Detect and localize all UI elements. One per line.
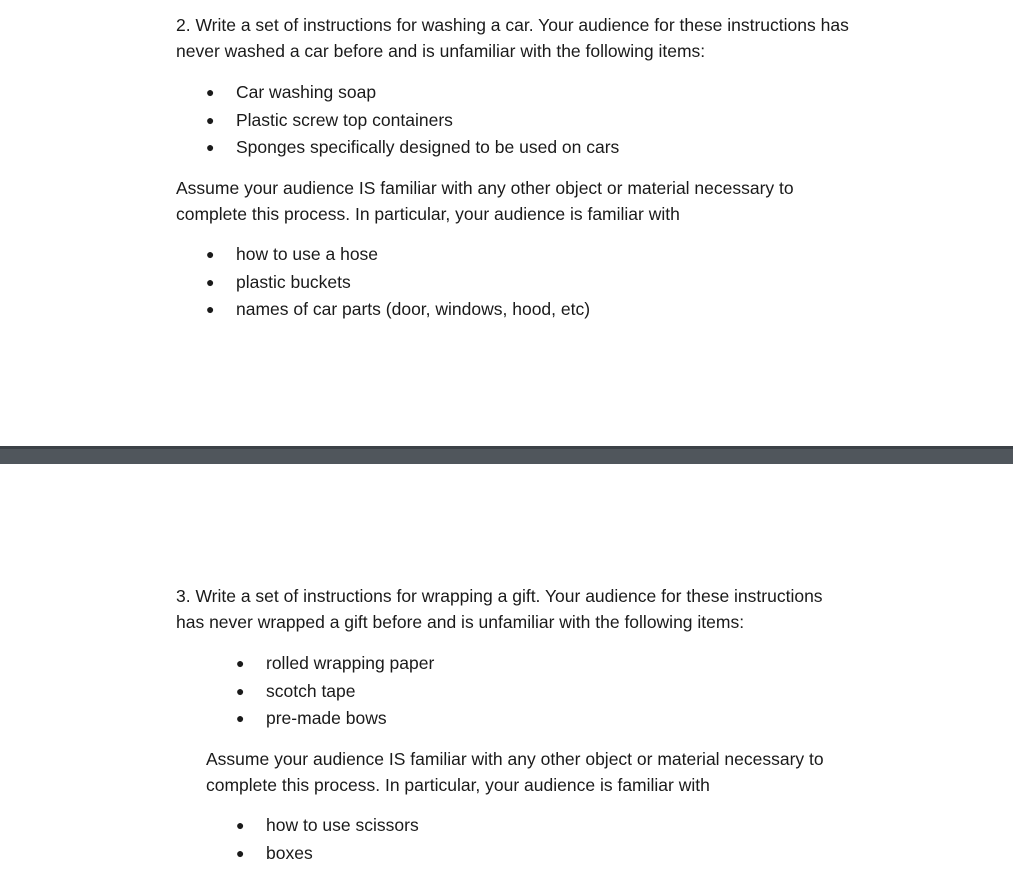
bullet-icon (206, 79, 214, 107)
bullet-icon (206, 241, 214, 269)
question-2-prompt-line-1: 2. Write a set of instructions for washing a car. Your audience for these instructions has (176, 15, 849, 35)
question-3-prompt (176, 583, 823, 635)
document-page-2: 3. Write a set of instructions for wrapping a gift. Your audience for these instructions has never wrapped a gift before and is unfamiliar with the following items: ● rolled wrapping paper ● scotch tape ● pre-made bows Assume your audience IS familiar with any other object or material necessary to complete this process. In particular, your audience is familiar with ● how to use scissors ● boxes (0, 464, 1013, 873)
bullet-icon (236, 678, 244, 706)
bullet-icon (206, 269, 214, 297)
question-3-assumption-line-2: complete this process. In particular, your audience is familiar with (206, 775, 710, 795)
question-2-assumption (176, 175, 794, 227)
question-3-prompt-line-1: 3. Write a set of instructions for wrapping a gift. Your audience for these instructions (176, 586, 823, 606)
question-2-prompt (176, 12, 849, 64)
document-page-1: 2. Write a set of instructions for washing a car. Your audience for these instructions has never washed a car before and is unfamiliar with the following items: ● Car washing soap ● Plastic screw top containers ● Sponges specifically designed to be used on cars Assume your audience IS familiar with any other object or material necessary to complete this process. In particular, your audience is familiar with ● how to use a hose ● plastic buckets ● names of car parts (door, windows, hood, etc) (0, 0, 1013, 446)
bullet-icon (206, 134, 214, 162)
bullet-icon (206, 107, 214, 135)
bullet-icon (236, 812, 244, 840)
bullet-icon (236, 705, 244, 733)
page-separator (0, 446, 1013, 464)
question-2-assumption-line-1: Assume your audience IS familiar with any other object or material necessary to (176, 178, 794, 198)
question-2-prompt-line-2: never washed a car before and is unfamiliar with the following items: (176, 41, 706, 61)
question-3-assumption (206, 746, 824, 798)
question-3-assumption-line-1: Assume your audience IS familiar with any other object or material necessary to (206, 749, 824, 769)
question-2-assumption-line-2: complete this process. In particular, your audience is familiar with (176, 204, 680, 224)
question-3-prompt-line-2: has never wrapped a gift before and is unfamiliar with the following items: (176, 612, 745, 632)
bullet-icon (206, 296, 214, 324)
bullet-icon (236, 650, 244, 678)
bullet-icon (236, 840, 244, 868)
